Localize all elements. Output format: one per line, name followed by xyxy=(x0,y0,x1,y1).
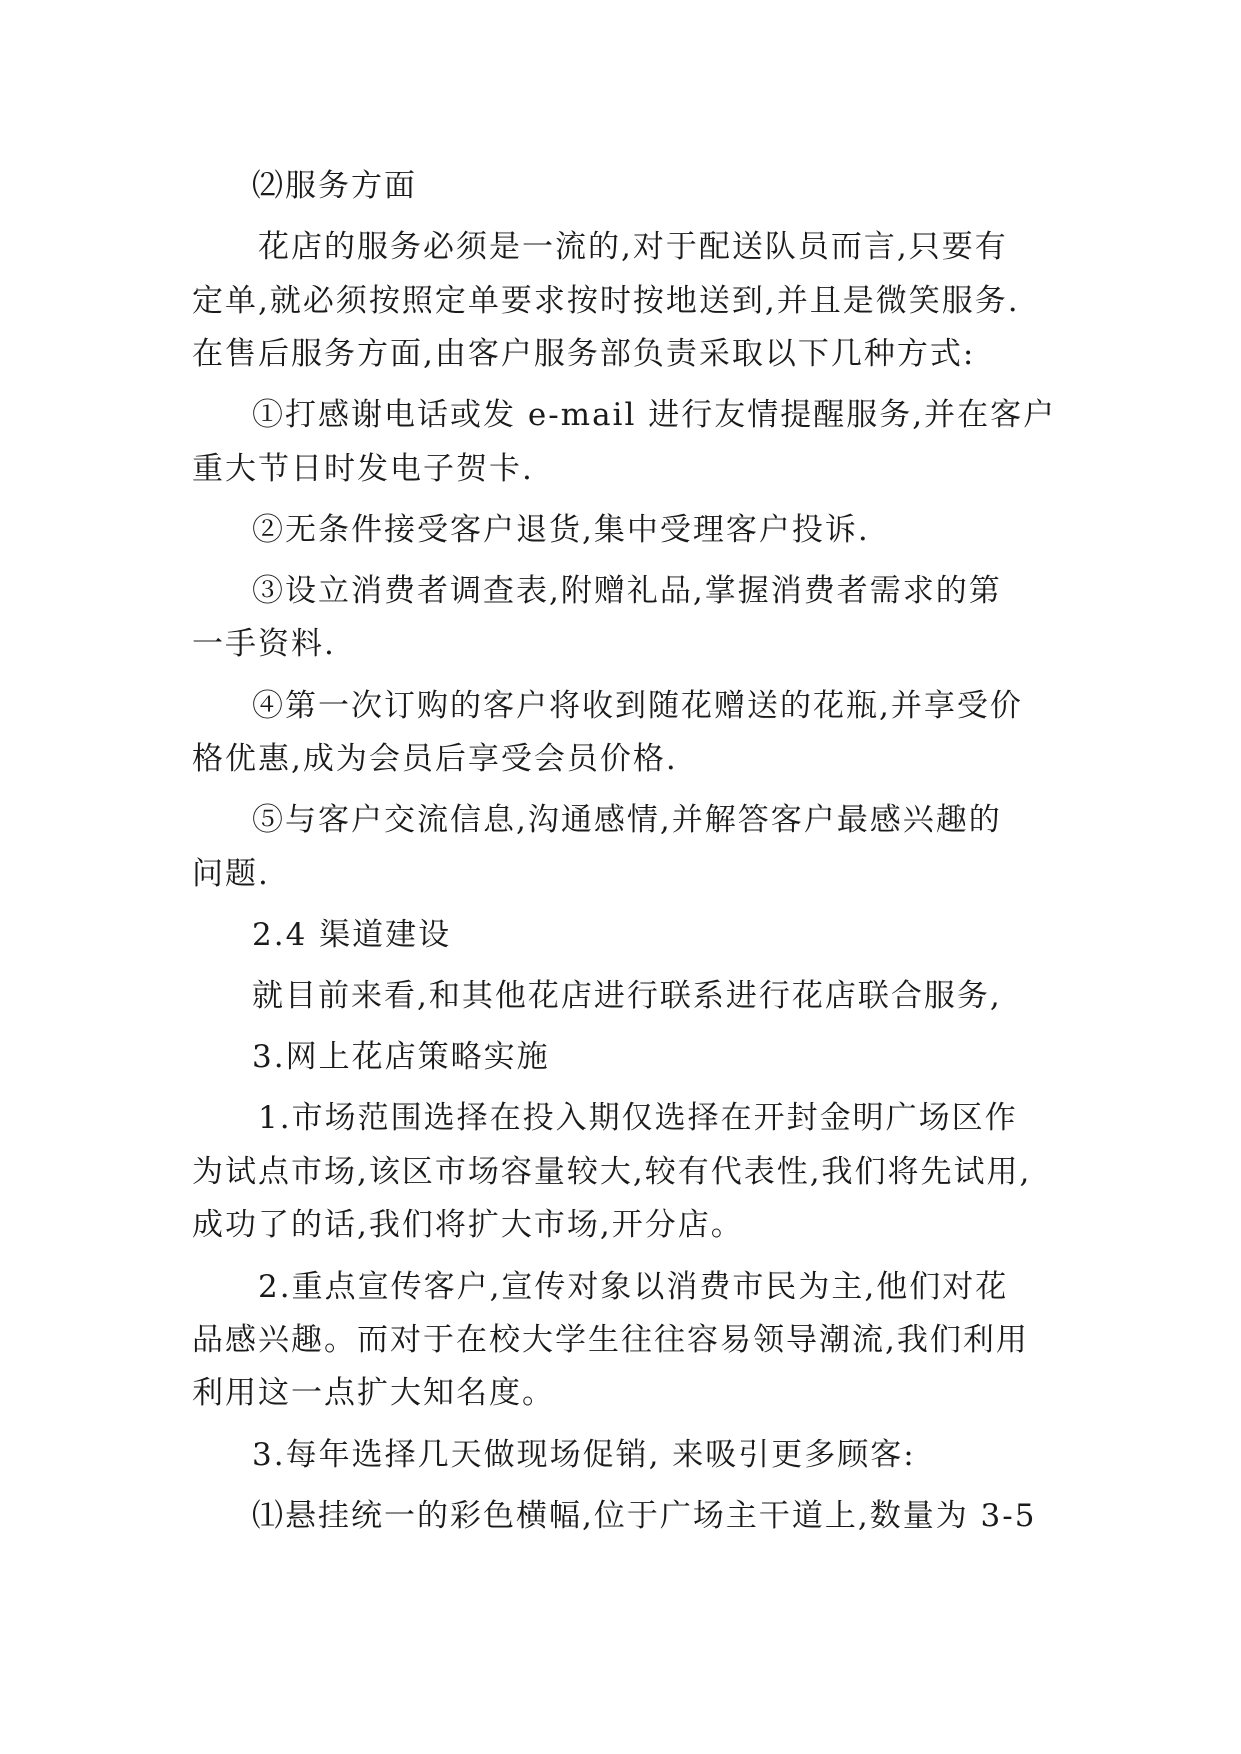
paragraph-line: 定单,就必须按照定单要求按时按地送到,并且是微笑服务. xyxy=(192,283,1020,319)
numbered-item-2: 2.重点宣传客户,宣传对象以消费市民为主,他们对花 xyxy=(258,1269,1009,1305)
paragraph-line: 重大节日时发电子贺卡. xyxy=(192,451,534,487)
paragraph-line: 问题. xyxy=(192,856,270,892)
section-heading-strategy: 3.网上花店策略实施 xyxy=(252,1039,550,1075)
section-heading-channels: 2.4 渠道建设 xyxy=(252,917,452,953)
paragraph-line: 在售后服务方面,由客户服务部负责采取以下几种方式: xyxy=(192,336,976,372)
paragraph-line: 利用这一点扩大知名度。 xyxy=(192,1375,555,1411)
numbered-item-3: 3.每年选择几天做现场促销, 来吸引更多顾客: xyxy=(252,1437,916,1473)
list-item-5: ⑤与客户交流信息,沟通感情,并解答客户最感兴趣的 xyxy=(252,802,1002,838)
paragraph-line: 品感兴趣。而对于在校大学生往往容易领导潮流,我们利用 xyxy=(192,1322,1029,1358)
numbered-item-1: 1.市场范围选择在投入期仅选择在开封金明广场区作 xyxy=(258,1100,1018,1136)
section-heading-service: ⑵服务方面 xyxy=(252,168,417,204)
paragraph-line: 为试点市场,该区市场容量较大,较有代表性,我们将先试用, xyxy=(192,1154,1032,1190)
list-item-3: ③设立消费者调查表,附赠礼品,掌握消费者需求的第 xyxy=(252,573,1002,609)
list-item-1: ①打感谢电话或发 e-mail 进行友情提醒服务,并在客户 xyxy=(252,397,1057,433)
paragraph-line: 一手资料. xyxy=(192,626,336,662)
paragraph-line: 格优惠,成为会员后享受会员价格. xyxy=(192,741,678,777)
list-item-2: ②无条件接受客户退货,集中受理客户投诉. xyxy=(252,512,870,548)
paragraph-line: 就目前来看,和其他花店进行联系进行花店联合服务, xyxy=(252,978,1002,1014)
paragraph-line: 花店的服务必须是一流的,对于配送队员而言,只要有 xyxy=(258,229,1008,265)
list-item-4: ④第一次订购的客户将收到随花赠送的花瓶,并享受价 xyxy=(252,688,1023,724)
sub-item-1: ⑴悬挂统一的彩色横幅,位于广场主干道上,数量为 3-5 xyxy=(252,1498,1037,1534)
paragraph-line: 成功了的话,我们将扩大市场,开分店。 xyxy=(192,1207,744,1243)
